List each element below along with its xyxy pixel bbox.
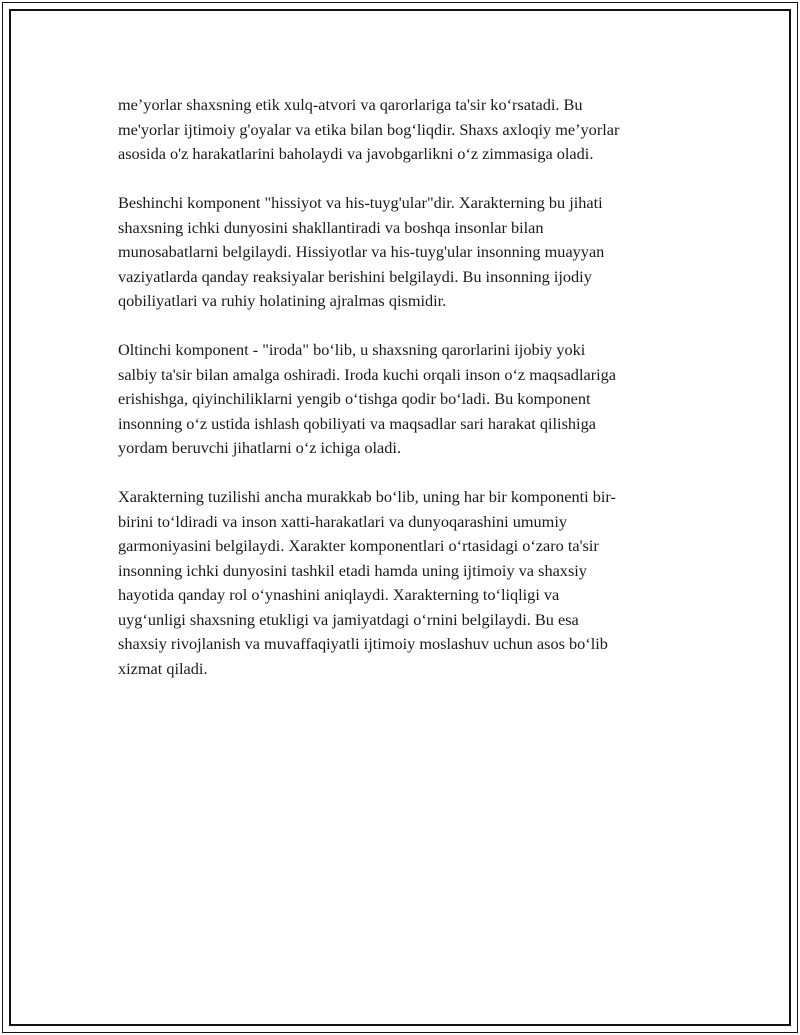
paragraph-moral-norms	[118, 93, 688, 167]
paragraph-emotions	[118, 191, 688, 314]
text-line: yordam beruvchi jihatlarni o‘z ichiga oladi.	[118, 438, 402, 457]
text-line: erishishga, qiyinchiliklarni yengib o‘tishga qodir bo‘ladi. Bu komponent	[118, 389, 591, 408]
text-line: birini to‘ldiradi va inson xatti-harakatlari va dunyoqarashini umumiy	[118, 511, 567, 531]
paragraph-character-structure	[118, 485, 688, 681]
text-line: Xarakterning tuzilishi ancha murakkab bo‘lib, uning har bir komponenti bir-	[118, 487, 616, 506]
text-line: xizmat qiladi.	[118, 658, 208, 678]
text-line: hayotida qanday rol o‘ynashini aniqlaydi. Xarakterning to‘liqligi va	[118, 585, 560, 604]
paragraph-will	[118, 338, 688, 461]
text-line: munosabatlarni belgilaydi. Hissiyotlar va his-tuyg'ular insonning muayyan	[118, 242, 605, 261]
text-line: me’yorlar shaxsning etik xulq-atvori va qarorlariga ta'sir ko‘rsatadi. Bu	[118, 95, 583, 114]
text-line: insonning ichki dunyosini tashkil etadi hamda uning ijtimoiy va shaxsiy	[118, 560, 587, 580]
text-line: Beshinchi komponent "hissiyot va his-tuyg'ular"dir. Xarakterning bu jihati	[118, 193, 603, 212]
text-line: uyg‘unligi shaxsning etukligi va jamiyatdagi o‘rnini belgilaydi. Bu esa	[118, 609, 579, 629]
text-line: salbiy ta'sir bilan amalga oshiradi. Iroda kuchi orqali inson o‘z maqsadlariga	[118, 364, 617, 384]
text-line: qobiliyatlari va ruhiy holatining ajralmas qismidir.	[118, 291, 447, 310]
text-line: asosida o'z harakatlarini baholaydi va javobgarlikni o‘z zimmasiga oladi.	[118, 144, 594, 163]
text-line: Oltinchi komponent - "iroda" bo‘lib, u shaxsning qarorlarini ijobiy yoki	[118, 340, 586, 359]
text-line: shaxsiy rivojlanish va muvaffaqiyatli ijtimoiy moslashuv uchun asos bo‘lib	[118, 634, 608, 653]
text-line: vaziyatlarda qanday reaksiyalar berishini belgilaydi. Bu insonning ijodiy	[118, 266, 592, 286]
text-line: shaxsning ichki dunyosini shakllantiradi va boshqa insonlar bilan	[118, 217, 544, 237]
text-line: insonning o‘z ustida ishlash qobiliyati va maqsadlar sari harakat qilishiga	[118, 413, 596, 433]
text-line: me'yorlar ijtimoiy g'oyalar va etika bilan bog‘liqdir. Shaxs axloqiy me’yorlar	[118, 119, 620, 139]
document-body	[118, 93, 688, 706]
text-line: garmoniyasini belgilaydi. Xarakter komponentlari o‘rtasidagi o‘zaro ta'sir	[118, 536, 599, 555]
